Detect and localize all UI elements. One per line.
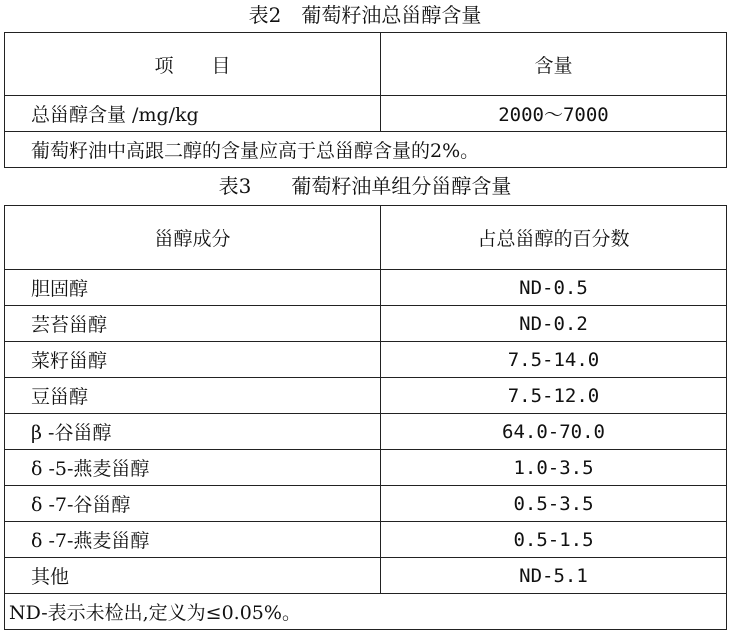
table-row (5, 342, 727, 378)
component-value: ND-5.1 (381, 558, 727, 594)
component-value: 0.5-1.5 (381, 522, 727, 558)
component-name: δ -7-燕麦甾醇 (5, 522, 381, 558)
table3-note-row (5, 594, 727, 630)
table2-note-row (5, 132, 727, 168)
table3-header-percent: 占总甾醇的百分数 (381, 206, 727, 270)
component-name: 芸苔甾醇 (5, 306, 381, 342)
component-name: 胆固醇 (5, 270, 381, 306)
table2-header-item: 项 目 (5, 33, 381, 96)
component-name: 菜籽甾醇 (5, 342, 381, 378)
table-row (5, 450, 727, 486)
table-row (5, 270, 727, 306)
table-row (5, 378, 727, 414)
table3-note: ND-表示未检出,定义为≤0.05%。 (5, 594, 727, 630)
component-name: β -谷甾醇 (5, 414, 381, 450)
table2-header-content: 含量 (381, 33, 727, 96)
component-name: δ -5-燕麦甾醇 (5, 450, 381, 486)
component-value: ND-0.5 (381, 270, 727, 306)
table3 (4, 205, 727, 630)
table2-header-row (5, 33, 727, 96)
component-name: 豆甾醇 (5, 378, 381, 414)
component-value: 7.5-14.0 (381, 342, 727, 378)
table3-header-row (5, 206, 727, 270)
table3-header-component: 甾醇成分 (5, 206, 381, 270)
component-value: 0.5-3.5 (381, 486, 727, 522)
component-name: 其他 (5, 558, 381, 594)
table-row (5, 558, 727, 594)
table-row (5, 414, 727, 450)
component-value: 64.0-70.0 (381, 414, 727, 450)
table3-caption: 表3 葡萄籽油单组分甾醇含量 (218, 174, 512, 198)
table-row (5, 522, 727, 558)
table2-row-value: 2000～7000 (381, 96, 727, 132)
table-row (5, 306, 727, 342)
table2-caption: 表2 葡萄籽油总甾醇含量 (248, 3, 482, 27)
table-row (5, 486, 727, 522)
component-value: ND-0.2 (381, 306, 727, 342)
table-row (5, 96, 727, 132)
table2 (4, 32, 727, 168)
table2-note: 葡萄籽油中高跟二醇的含量应高于总甾醇含量的2%。 (5, 132, 727, 168)
component-name: δ -7-谷甾醇 (5, 486, 381, 522)
table2-row-item: 总甾醇含量 /mg/kg (5, 96, 381, 132)
component-value: 1.0-3.5 (381, 450, 727, 486)
component-value: 7.5-12.0 (381, 378, 727, 414)
